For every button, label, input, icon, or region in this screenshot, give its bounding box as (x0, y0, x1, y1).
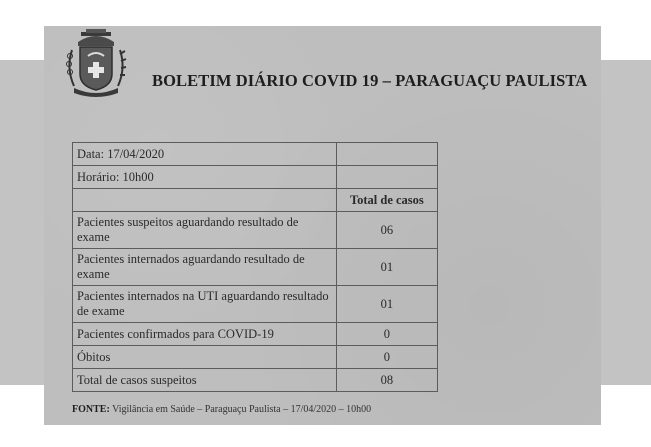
bulletin-paper (44, 26, 601, 425)
row-label: Óbitos (73, 346, 337, 369)
cases-table (72, 142, 438, 392)
date-cell: Data: 17/04/2020 (73, 143, 337, 166)
table-row (73, 346, 438, 369)
source-footer (72, 404, 371, 415)
source-label: FONTE: (72, 404, 110, 415)
empty-cell (336, 143, 437, 166)
row-label: Pacientes internados aguardando resultado de exame (73, 249, 337, 286)
row-label: Pacientes internados na UTI aguardando resultado de exame (73, 286, 337, 323)
row-value: 0 (336, 346, 437, 369)
row-value: 0 (336, 323, 437, 346)
table-row (73, 286, 438, 323)
row-value: 01 (336, 286, 437, 323)
table-row (73, 212, 438, 249)
header-label-cell (73, 189, 337, 212)
time-cell: Horário: 10h00 (73, 166, 337, 189)
table-row (73, 369, 438, 392)
municipal-coat-of-arms-icon (64, 28, 128, 100)
table-row (73, 323, 438, 346)
row-label: Pacientes confirmados para COVID-19 (73, 323, 337, 346)
header-total-cases: Total de casos (336, 189, 437, 212)
source-text: Vigilância em Saúde – Paraguaçu Paulista – 17/04/2020 – 10h00 (109, 404, 372, 415)
row-value: 01 (336, 249, 437, 286)
table-row-date (73, 143, 438, 166)
table-header-row (73, 189, 438, 212)
table-row-time (73, 166, 438, 189)
empty-cell (336, 166, 437, 189)
row-value: 06 (336, 212, 437, 249)
row-label: Total de casos suspeitos (73, 369, 337, 392)
table-row (73, 249, 438, 286)
row-value: 08 (336, 369, 437, 392)
bulletin-title: BOLETIM DIÁRIO COVID 19 – PARAGUAÇU PAULISTA (152, 71, 588, 90)
row-label: Pacientes suspeitos aguardando resultado de exame (73, 212, 337, 249)
